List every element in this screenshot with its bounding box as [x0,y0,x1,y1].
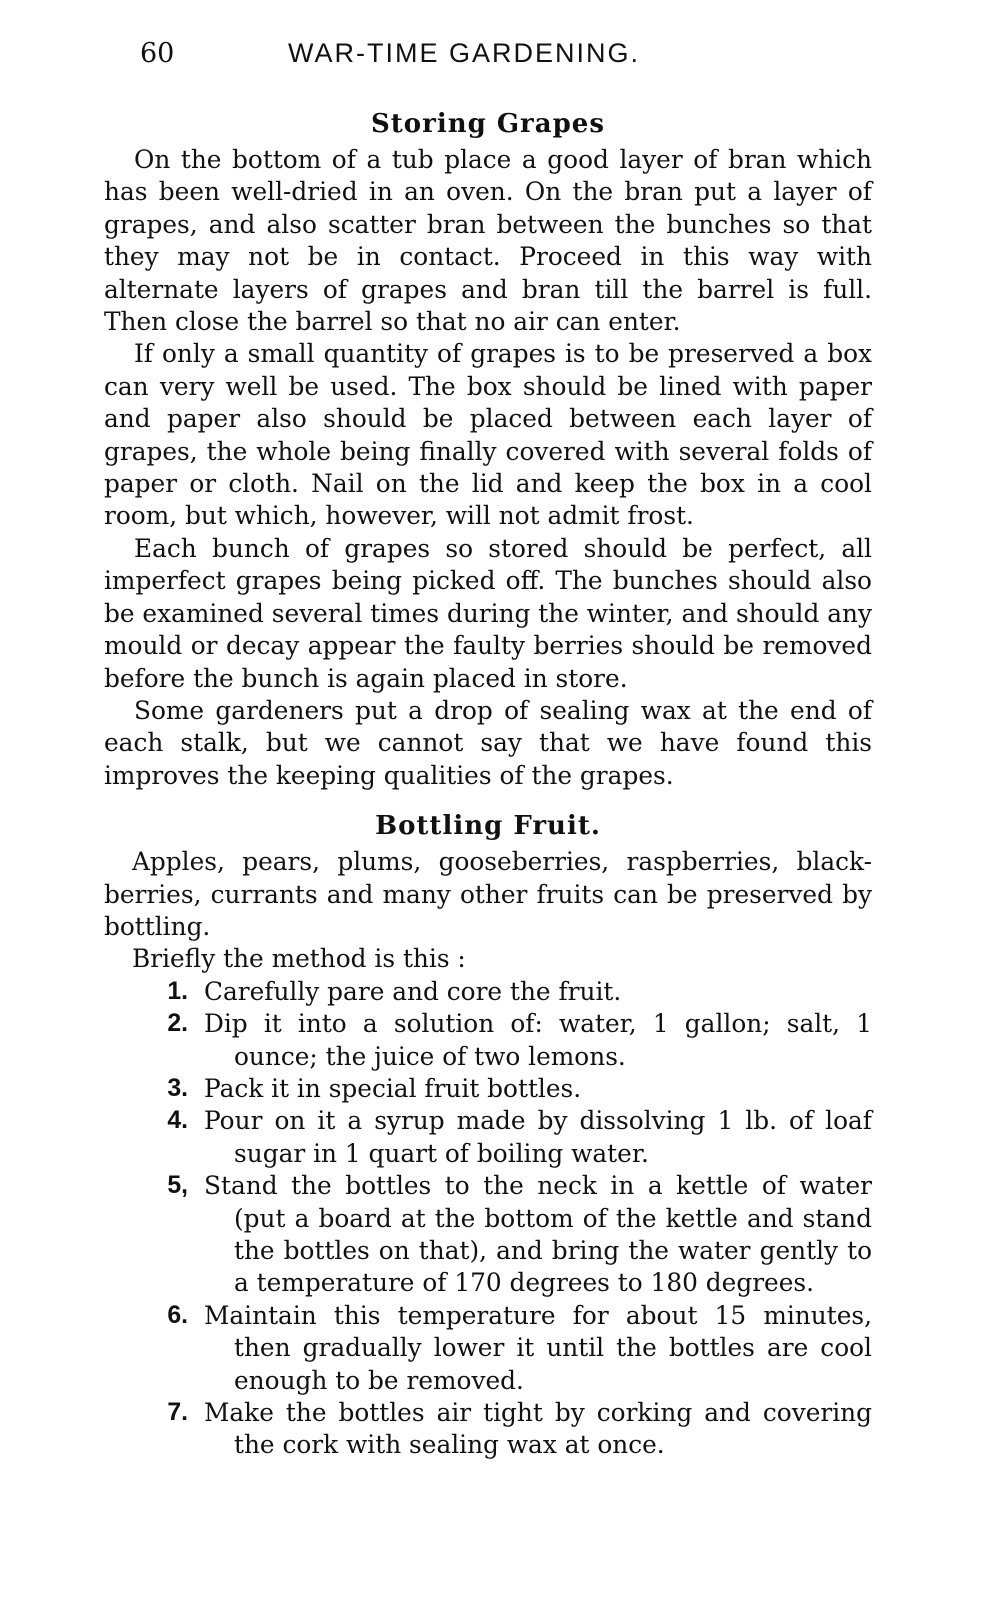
page-number: 60 [140,38,175,69]
step-text: Pour on it a syrup made by dissolving 1 lb. of loaf sugar in 1 quart of boiling water. [204,1106,872,1168]
step-text: Make the bottles air tight by corking and covering the cork with sealing wax at once. [204,1398,872,1460]
step-number: 2. [167,1010,188,1038]
paragraph: Apples, pears, plums, gooseberries, raspberries, black-berries, currants and many other fruits can be preserved by bottling. [104,847,872,941]
list-item [104,1170,872,1300]
text-block [104,104,872,1462]
step-number: 6. [167,1301,188,1329]
step-number: 4. [167,1107,188,1135]
step-number: 1. [167,977,188,1005]
step-number: 7. [167,1399,188,1427]
section-heading-bottling-fruit: Bottling Fruit. [375,811,601,842]
method-steps-list [104,976,872,1462]
list-item [104,1397,872,1462]
section-heading-storing-grapes: Storing Grapes [371,109,605,139]
step-text: Dip it into a solution of: water, 1 gallon; salt, 1 ounce; the juice of two lemons. [204,1009,872,1071]
list-item [104,1008,872,1073]
paragraph: Each bunch of grapes so stored should be perfect, all imperfect grapes being picked off. The bunches should also be examined several times during the winter, and should any mould or decay appear the faulty berries should be removed before the bunch is again placed in store. [104,533,873,693]
list-item [104,1105,872,1170]
paragraph: If only a small quantity of grapes is to be preserved a box can very well be used. The box should be lined with paper and paper also should be placed between each layer of grapes, the whole being finally covered with several folds of paper or cloth. Nail on the lid and keep the box in a cool room, but which, however, will not admit frost. [104,339,872,531]
step-number: 3. [167,1074,188,1102]
step-text: Pack it in special fruit bottles. [204,1073,582,1103]
step-text: Stand the bottles to the neck in a kettle of water (put a board at the bottom of the kettle and stand the bottles on that), and bring the water gently to a temperature of 170 degrees to 180 degrees. [204,1171,872,1298]
list-item [104,1073,872,1105]
running-head [140,38,880,78]
list-item [104,1300,872,1397]
step-text: Carefully pare and core the fruit. [204,976,622,1006]
step-text: Maintain this temperature for about 15 minutes, then gradually lower it until the bottles are cool enough to be removed. [204,1300,872,1395]
list-item [104,976,872,1008]
step-number: 5, [167,1172,188,1200]
paragraph: On the bottom of a tub place a good layer of bran which has been well-dried in an oven. On the bran put a layer of grapes, and also scatter bran between the bunches so that they may not be in contact. Proceed in this way with alternate layers of grapes and bran till the barrel is full. Then close the barrel so that no air can enter. [104,145,872,337]
paragraph: Some gardeners put a drop of sealing wax at the end of each stalk, but we cannot say that we have found this improves the keeping qualities of the grapes. [104,695,872,790]
book-title: WAR-TIME GARDENING. [288,38,640,68]
method-lead: Briefly the method is this : [132,944,466,974]
